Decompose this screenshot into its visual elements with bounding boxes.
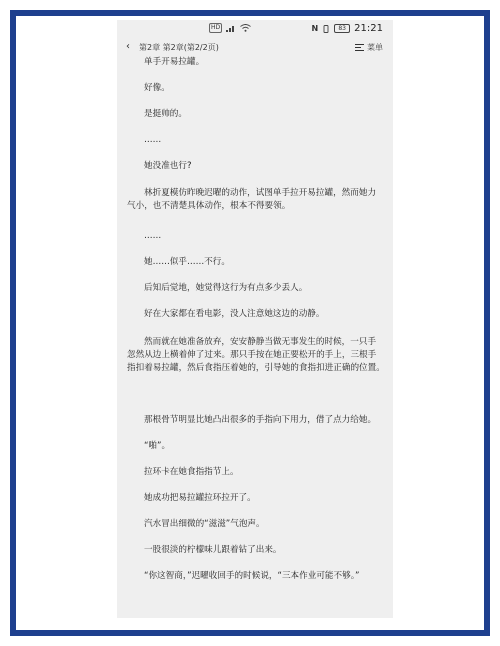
paragraph-line: 她没准也行? (144, 161, 192, 171)
paragraph-line: “啪”。 (144, 441, 171, 451)
paragraph (144, 414, 384, 427)
paragraph (144, 256, 384, 269)
paragraph (144, 466, 384, 479)
chapter-title: 第2章 第2章(第2/2页) (139, 43, 219, 52)
paragraph-line: 是挺帅的。 (144, 109, 187, 119)
menu-icon (355, 44, 364, 51)
paragraph (144, 82, 384, 95)
wifi-icon (240, 24, 251, 32)
paragraph (144, 160, 384, 173)
status-right (311, 23, 383, 34)
paragraph-line: …… (144, 135, 162, 145)
hd-badge: HD (211, 24, 221, 31)
paragraph (144, 492, 384, 505)
page-background (16, 16, 484, 630)
paragraph (144, 518, 384, 531)
menu-button[interactable] (355, 42, 383, 53)
vibrate-icon (322, 25, 330, 33)
paragraph (144, 230, 384, 243)
paragraph-line: 她……似乎……不行。 (144, 257, 230, 267)
paragraph-line: 一股很淡的柠檬味儿跟着钻了出来。 (144, 545, 282, 555)
paragraph (144, 570, 384, 583)
paragraph-line: …… (144, 231, 162, 241)
status-bar (117, 20, 393, 38)
paragraph (127, 187, 384, 213)
battery-icon: 83 (334, 24, 350, 33)
paragraph-line: 气小，也不清楚具体动作，根本不得要领。 (127, 201, 291, 211)
paragraph (144, 440, 384, 453)
clock: 21:21 (354, 23, 383, 34)
paragraph (144, 282, 384, 295)
chevron-left-icon[interactable]: ‹ (126, 41, 130, 52)
paragraph-line: 后知后觉地，她觉得这行为有点多少丢人。 (144, 283, 308, 293)
paragraph-line: 林折夏模仿昨晚迟曜的动作，试图单手拉开易拉罐，然而她力 (144, 188, 377, 198)
paragraph-line: 单手开易拉罐。 (144, 57, 205, 67)
paragraph-line: 汽水冒出细微的“滋滋”气泡声。 (144, 519, 265, 529)
status-left (209, 23, 251, 33)
paragraph-line: “你这智商，”迟曜收回手的时候说，“三本作业可能不够。” (144, 571, 360, 581)
paragraph (144, 56, 384, 69)
paragraph (127, 336, 385, 375)
paragraph (144, 308, 384, 321)
paragraph (144, 108, 384, 121)
paragraph-line: 好像。 (144, 83, 170, 93)
paragraph-line: 忽然从边上横着伸了过来。那只手按在她正要松开的手上，三根手 (127, 350, 377, 360)
menu-label: 菜单 (367, 43, 383, 52)
paragraph-line: 然而就在她准备放弃，安安静静当做无事发生的时候，一只手 (144, 337, 377, 347)
reader-nav-bar (117, 40, 393, 56)
paragraph-line: 好在大家都在看电影，没人注意她这边的动静。 (144, 309, 325, 319)
signal-icon (226, 24, 236, 32)
paragraph-line: 指扣着易拉罐，然后食指压着她的，引导她的食指扣进正确的位置。 (127, 363, 385, 373)
phone-screen (117, 20, 393, 618)
paragraph-line: 拉环卡在她食指指节上。 (144, 467, 239, 477)
nfc-icon: N (311, 24, 319, 33)
paragraph-line: 她成功把易拉罐拉环拉开了。 (144, 493, 256, 503)
paragraph-line: 那根骨节明显比她凸出很多的手指向下用力，借了点力给她。 (144, 415, 377, 425)
paragraph (144, 544, 384, 557)
paragraph (144, 134, 384, 147)
border-frame (10, 10, 490, 636)
